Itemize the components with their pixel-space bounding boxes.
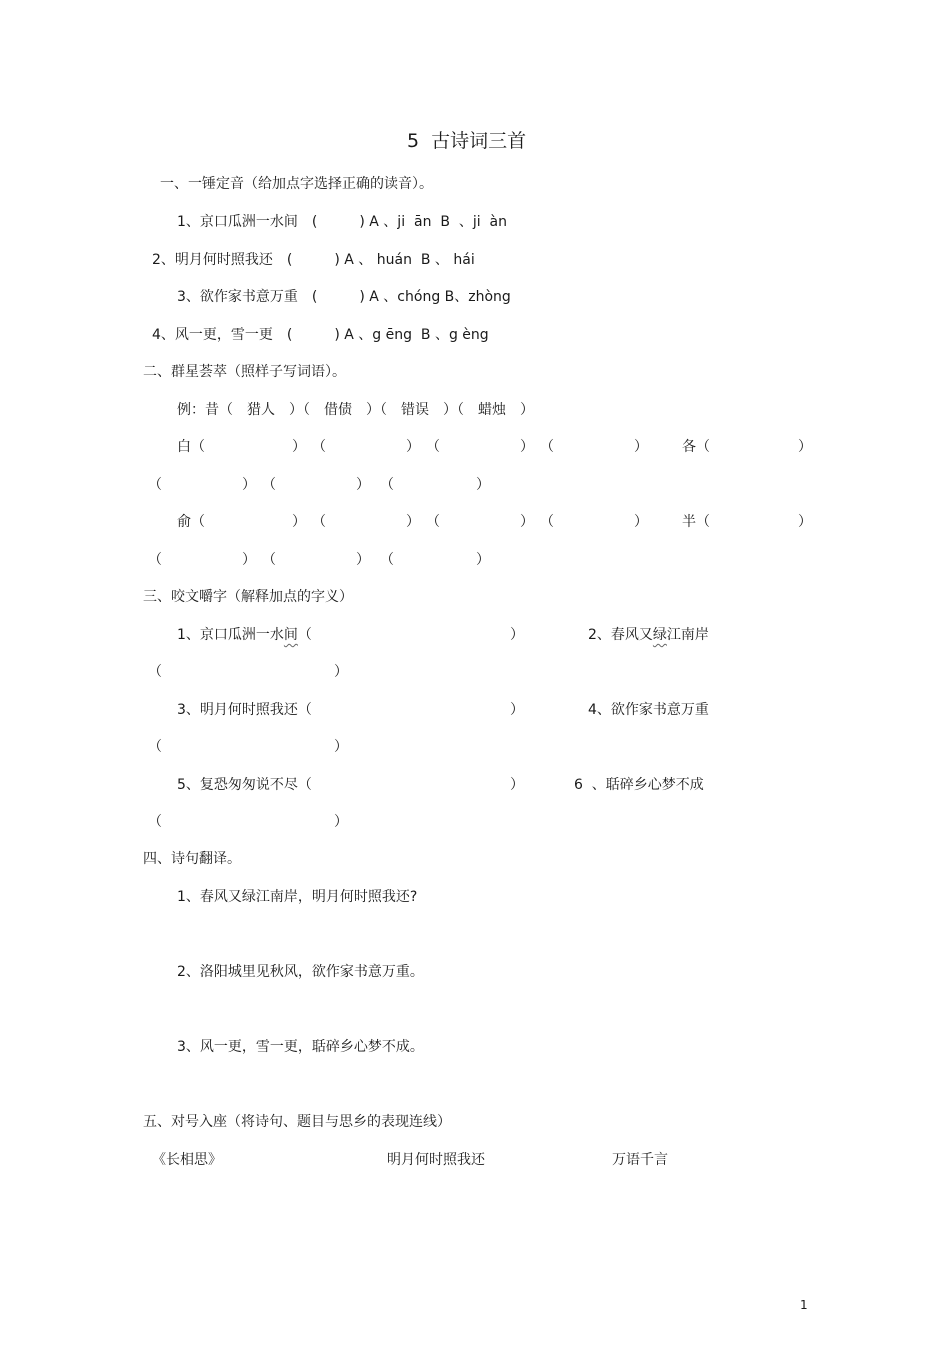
s3-question-5: 5、复恐匆匆说不尽（ bbox=[177, 777, 312, 793]
s2-paren: ） bbox=[356, 477, 370, 493]
s2-paren: ） bbox=[292, 514, 306, 530]
section-3-heading: 三、咬文嚼字（解释加点的字义） bbox=[143, 589, 353, 605]
s3-q2-dotted-char: 绿 bbox=[652, 627, 667, 643]
s1-question-2: 2、明月何时照我还 ( ) A 、 huán B 、 hái bbox=[152, 252, 475, 268]
s3-question-6: 6 、聒碎乡心梦不成 bbox=[574, 777, 704, 793]
s3-question-1 bbox=[177, 626, 312, 644]
s2-paren: ） bbox=[406, 514, 420, 530]
s4-question-3: 3、风一更，雪一更，聒碎乡心梦不成。 bbox=[177, 1039, 424, 1055]
s3-paren: （ bbox=[148, 664, 162, 680]
s2-ming-label: 俞（ bbox=[177, 514, 205, 530]
s3-paren: ） bbox=[510, 627, 524, 643]
s3-question-2 bbox=[588, 626, 709, 644]
s5-column-2: 明月何时照我还 bbox=[387, 1152, 485, 1168]
page-number: 1 bbox=[800, 1298, 808, 1312]
s3-paren: ） bbox=[334, 739, 348, 755]
s2-paren: （ bbox=[380, 552, 394, 568]
s3-paren: ） bbox=[510, 777, 524, 793]
s1-question-4: 4、风一更，雪一更 ( ) A 、g ēng B 、g èng bbox=[152, 327, 489, 343]
s2-paren: ） bbox=[520, 439, 534, 455]
s5-column-3: 万语千言 bbox=[612, 1152, 668, 1168]
section-1-heading: 一、一锤定音（给加点字选择正确的读音）。 bbox=[160, 176, 433, 192]
s3-q1-text: 1、京口瓜洲一水 bbox=[177, 627, 284, 643]
section-5-heading: 五、对号入座（将诗句、题目与思乡的表现连线） bbox=[143, 1114, 451, 1130]
section-2-heading: 二、群星荟萃（照样子写词语）。 bbox=[143, 364, 346, 380]
s2-paren: ） bbox=[476, 552, 490, 568]
s2-example: 例：昔（ 猎人 ）（ 借债 ）（ 错误 ）（ 蜡烛 ） bbox=[177, 402, 534, 418]
s2-paren: ） bbox=[634, 514, 648, 530]
s4-question-2: 2、洛阳城里见秋风，欲作家书意万重。 bbox=[177, 964, 424, 980]
s3-paren: （ bbox=[297, 627, 312, 643]
s2-paren: ） bbox=[476, 477, 490, 493]
section-4-heading: 四、诗句翻译。 bbox=[143, 851, 241, 867]
s3-paren: （ bbox=[148, 739, 162, 755]
s3-q1-dotted-char: 间 bbox=[283, 627, 298, 643]
s2-paren: ） bbox=[520, 514, 534, 530]
s2-paren: ） bbox=[356, 552, 370, 568]
s3-paren: ） bbox=[334, 814, 348, 830]
s2-ban-label: 半（ bbox=[682, 514, 710, 530]
s2-paren: （ bbox=[540, 514, 554, 530]
s2-paren: ） bbox=[242, 477, 256, 493]
s3-question-3: 3、明月何时照我还（ bbox=[177, 702, 312, 718]
s3-paren: ） bbox=[334, 664, 348, 680]
s2-paren: （ bbox=[426, 439, 440, 455]
page-title: 5 古诗词三首 bbox=[407, 130, 527, 152]
s2-paren: （ bbox=[312, 514, 326, 530]
s2-paren: （ bbox=[540, 439, 554, 455]
s4-question-1: 1、春风又绿江南岸，明月何时照我还? bbox=[177, 889, 418, 905]
s3-paren: （ bbox=[148, 814, 162, 830]
s2-paren: （ bbox=[380, 477, 394, 493]
s2-paren: （ bbox=[262, 477, 276, 493]
s5-column-1: 《长相思》 bbox=[152, 1152, 222, 1168]
s2-paren: （ bbox=[262, 552, 276, 568]
s2-bai-label: 白（ bbox=[177, 439, 205, 455]
s3-q2-text: 2、春风又 bbox=[588, 627, 653, 643]
s1-question-3: 3、欲作家书意万重 ( ) A 、chóng B、zhòng bbox=[177, 289, 511, 305]
s3-question-4: 4、欲作家书意万重 bbox=[588, 702, 709, 718]
s3-q2-text-end: 江南岸 bbox=[666, 627, 709, 643]
s2-paren: （ bbox=[148, 552, 162, 568]
s2-paren: ） bbox=[242, 552, 256, 568]
s2-paren: ） bbox=[406, 439, 420, 455]
s2-paren: （ bbox=[312, 439, 326, 455]
s2-paren: （ bbox=[148, 477, 162, 493]
s2-paren: ） bbox=[798, 439, 812, 455]
s3-paren: ） bbox=[510, 702, 524, 718]
s2-paren: ） bbox=[798, 514, 812, 530]
s2-ge-label: 各（ bbox=[682, 439, 710, 455]
s2-paren: ） bbox=[292, 439, 306, 455]
s1-question-1: 1、京口瓜洲一水间 ( ) A 、ji ān B 、ji àn bbox=[177, 214, 507, 230]
s2-paren: ） bbox=[634, 439, 648, 455]
s2-paren: （ bbox=[426, 514, 440, 530]
